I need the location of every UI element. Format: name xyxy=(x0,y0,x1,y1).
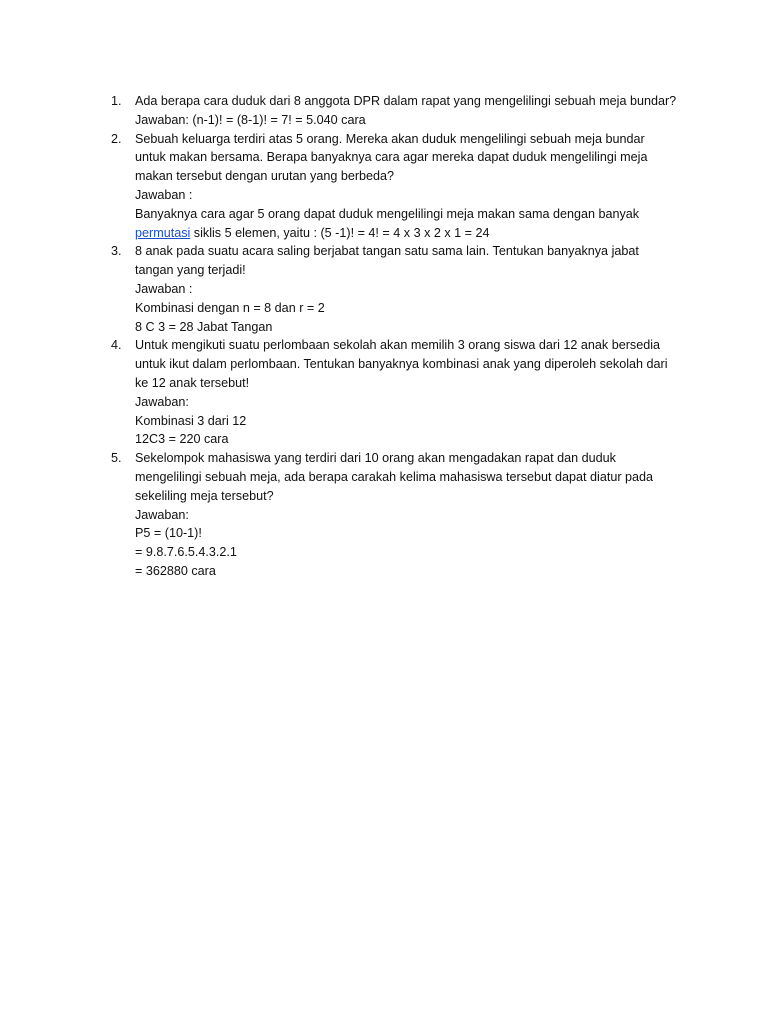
question-line: Ada berapa cara duduk dari 8 anggota DPR dalam rapat yang mengelilingi sebuah meja bundar? xyxy=(135,94,677,108)
question-list xyxy=(111,92,681,581)
answer-line: = 362880 cara xyxy=(135,563,216,578)
list-item-3 xyxy=(111,242,681,336)
answer-line: 12C3 = 220 cara xyxy=(135,432,229,447)
answer-label: Jawaban : xyxy=(135,187,193,202)
question-line: ke 12 anak tersebut! xyxy=(135,375,250,390)
answer-line: Jawaban: (n-1)! = (8-1)! = 7! = 5.040 cara xyxy=(135,112,366,127)
list-item-5 xyxy=(111,449,681,581)
permutasi-link[interactable]: permutasi xyxy=(135,225,191,240)
question-line: Untuk mengikuti suatu perlombaan sekolah akan memilih 3 orang siswa dari 12 anak bersedia xyxy=(135,338,661,353)
answer-line: Banyaknya cara agar 5 orang dapat duduk mengelilingi meja makan sama dengan banyak xyxy=(135,206,640,221)
item-number: 2. xyxy=(111,131,122,146)
answer-text: siklis 5 elemen, yaitu : (5 -1)! = 4! = 4 x 3 x 2 x 1 = 24 xyxy=(190,225,490,240)
answer-line-with-link xyxy=(135,224,681,243)
question-line: Sebuah keluarga terdiri atas 5 orang. Mereka akan duduk mengelilingi sebuah meja bundar xyxy=(135,131,645,146)
item-number: 1. xyxy=(111,94,122,108)
question-line: Sekelompok mahasiswa yang terdiri dari 10 orang akan mengadakan rapat dan duduk xyxy=(135,451,616,466)
list-item-1 xyxy=(111,92,681,130)
answer-line: = 9.8.7.6.5.4.3.2.1 xyxy=(135,545,237,560)
answer-line: Kombinasi 3 dari 12 xyxy=(135,413,247,428)
answer-label: Jawaban : xyxy=(135,281,193,296)
list-item-4 xyxy=(111,336,681,449)
item-number: 3. xyxy=(111,244,122,259)
question-line: makan tersebut dengan urutan yang berbeda? xyxy=(135,169,395,184)
item-number: 5. xyxy=(111,451,122,466)
list-item-2 xyxy=(111,130,681,243)
answer-line: 8 C 3 = 28 Jabat Tangan xyxy=(135,319,273,334)
answer-label: Jawaban: xyxy=(135,507,189,522)
item-number: 4. xyxy=(111,338,122,353)
answer-label: Jawaban: xyxy=(135,394,189,409)
question-line: untuk makan bersama. Berapa banyaknya cara agar mereka dapat duduk mengelilingi meja xyxy=(135,150,648,165)
answer-line: P5 = (10-1)! xyxy=(135,526,202,541)
question-line: 8 anak pada suatu acara saling berjabat tangan satu sama lain. Tentukan banyaknya jabat xyxy=(135,244,639,259)
answer-line: Kombinasi dengan n = 8 dan r = 2 xyxy=(135,300,325,315)
question-line: untuk ikut dalam perlombaan. Tentukan banyaknya kombinasi anak yang diperoleh sekolah dari xyxy=(135,357,668,372)
question-line: tangan yang terjadi! xyxy=(135,263,246,278)
question-line: sekeliling meja tersebut? xyxy=(135,488,274,503)
question-line: mengelilingi sebuah meja, ada berapa carakah kelima mahasiswa tersebut dapat diatur pada xyxy=(135,469,654,484)
